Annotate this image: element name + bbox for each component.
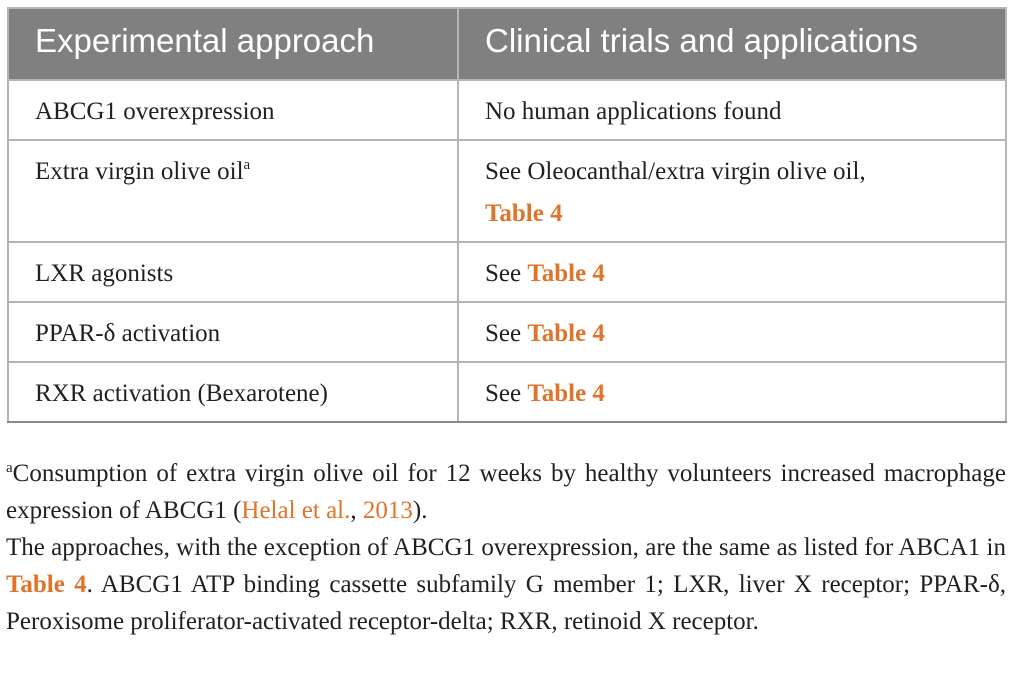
clinical-text: No human applications found <box>485 98 782 125</box>
approach-text: LXR agonists <box>35 260 174 287</box>
clinical-cell <box>458 362 1006 422</box>
reference-link-helal[interactable]: Helal et al. <box>241 497 351 524</box>
table-row <box>8 140 1006 242</box>
approach-cell <box>8 140 458 242</box>
clinical-cell <box>458 140 1006 242</box>
clinical-text: See <box>485 260 522 287</box>
table-4-link[interactable]: Table 4 <box>485 200 563 227</box>
approach-text: RXR activation (Bexarotene) <box>35 380 328 407</box>
table-row <box>8 80 1006 140</box>
table-4-link[interactable]: Table 4 <box>6 571 87 598</box>
clinical-cell <box>458 242 1006 302</box>
table-row <box>8 242 1006 302</box>
footnote-a-end: ). <box>412 497 428 524</box>
clinical-text: See Oleocanthal/extra virgin olive oil, <box>485 158 866 185</box>
table-row <box>8 362 1006 422</box>
clinical-cell <box>458 302 1006 362</box>
clinical-text: See <box>485 380 522 407</box>
footnote-marker: a <box>243 157 251 173</box>
footnote-2-start: The approaches, with the exception of ABCG1 overexpression, are the same as listed for ABCA1 in <box>6 534 1006 561</box>
table-header-row <box>8 8 1006 80</box>
approach-text: PPAR-δ activation <box>35 320 221 347</box>
approach-text: ABCG1 overexpression <box>35 98 275 125</box>
approach-cell <box>8 362 458 422</box>
reference-separator: , <box>350 497 363 524</box>
header-clinical-trials: Clinical trials and applications <box>458 8 1006 80</box>
approach-cell <box>8 242 458 302</box>
footnote-a-text: Consumption of extra virgin olive oil for 12 weeks by healthy volunteers increased macrophage expression of ABCG1 ( <box>6 460 1006 524</box>
header-experimental-approach: Experimental approach <box>8 8 458 80</box>
table-4-link[interactable]: Table 4 <box>527 380 605 407</box>
table-4-link[interactable]: Table 4 <box>527 260 605 287</box>
clinical-cell <box>458 80 1006 140</box>
approach-cell <box>8 80 458 140</box>
approach-text: Extra virgin olive oil <box>35 158 244 185</box>
table-footnotes <box>6 455 1006 640</box>
footnote-a <box>6 455 1006 529</box>
reference-link-year[interactable]: 2013 <box>362 497 413 524</box>
footnote-2-end: . ABCG1 ATP binding cassette subfamily G member 1; LXR, liver X receptor; PPAR-δ, Peroxisome proliferator-activated receptor-delta; RXR, retinoid X receptor. <box>6 571 1006 635</box>
clinical-text: See <box>485 320 522 347</box>
data-table-container <box>7 7 1005 423</box>
table-4-link[interactable]: Table 4 <box>527 320 605 347</box>
data-table <box>7 7 1007 423</box>
footnote-abbreviations <box>6 529 1006 640</box>
footnote-marker: a <box>6 460 13 476</box>
table-row <box>8 302 1006 362</box>
approach-cell <box>8 302 458 362</box>
